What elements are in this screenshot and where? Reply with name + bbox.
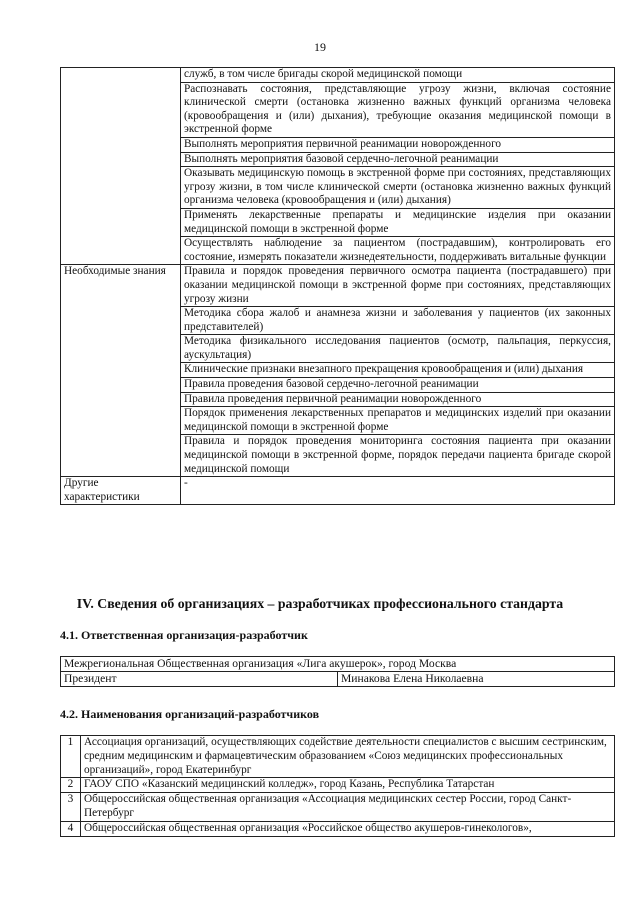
developers-heading: 4.2. Наименования организаций-разработчиков [60,707,320,721]
knowledge-item: Правила проведения первичной реанимации новорожденного [181,392,615,407]
developer-row [61,793,615,822]
skill-item: служб, в том числе бригады скорой медицинской помощи [181,68,615,83]
developer-name: Ассоциация организаций, осуществляющих содействие деятельности специалистов с высшим сестринским, средним медицинским и фармацевтическим образованием «Союз медицинских профессиональных организаций», город Екатеринбург [81,736,615,778]
knowledge-row [61,265,615,307]
knowledge-item: Клинические признаки внезапного прекращения кровообращения и (или) дыхания [181,363,615,378]
responsible-person: Минакова Елена Николаевна [338,672,615,687]
skill-row [61,68,615,83]
knowledge-label: Необходимые знания [61,265,181,477]
section-title: IV. Сведения об организациях – разработчиках профессионального стандарта [76,596,564,611]
developer-number: 3 [61,793,81,822]
developer-number: 1 [61,736,81,778]
developer-row [61,821,615,836]
skill-item: Оказывать медицинскую помощь в экстренной форме при состояниях, представляющих угрозу жизни, в том числе клинической смерти (остановка жизненно важных функций организма человека (кровообращения и (или) дыхания) [181,167,615,209]
other-value: - [181,477,615,505]
knowledge-item: Правила и порядок проведения мониторинга состояния пациента при оказании медицинской помощи в экстренной форме, порядок передачи пациента бригаде скорой медицинской помощи [181,435,615,477]
developer-name: Общероссийская общественная организация «Ассоциация медицинских сестер России, город Санкт-Петербург [81,793,615,822]
other-label: Другие характеристики [61,477,181,505]
other-row [61,477,615,505]
skills-label-cell [61,68,181,265]
developer-name: Общероссийская общественная организация «Российское общество акушеров-гинекологов», [81,821,615,836]
knowledge-item: Правила и порядок проведения первичного осмотра пациента (пострадавшего) при оказании медицинской помощи в экстренной форме при состояниях, представляющих угрозу жизни [181,265,615,307]
responsible-org-heading: 4.1. Ответственная организация-разработчик [60,628,308,642]
skill-item: Осуществлять наблюдение за пациентом (пострадавшим), контролировать его состояние, измерять показатели жизнедеятельности, поддерживать витальные функции [181,237,615,265]
responsible-org-table [60,656,615,687]
responsible-org-name: Межрегиональная Общественная организация «Лига акушерок», город Москва [61,657,615,672]
knowledge-item: Методика сбора жалоб и анамнеза жизни и заболевания у пациентов (их законных представителей) [181,307,615,335]
knowledge-item: Порядок применения лекарственных препаратов и медицинских изделий при оказании медицинской помощи в экстренной форме [181,407,615,435]
responsible-position: Президент [61,672,338,687]
skill-item: Выполнять мероприятия базовой сердечно-легочной реанимации [181,152,615,167]
competency-table [60,67,615,505]
developer-row [61,736,615,778]
page-number: 19 [314,40,326,54]
skill-item: Применять лекарственные препараты и медицинские изделия при оказании медицинской помощи в экстренной форме [181,208,615,236]
developer-number: 4 [61,821,81,836]
knowledge-item: Правила проведения базовой сердечно-легочной реанимации [181,378,615,393]
developer-number: 2 [61,778,81,793]
developers-table [60,735,615,837]
skill-item: Распознавать состояния, представляющие угрозу жизни, включая состояние клинической смерти (остановка жизненно важных функций организма человека (кровообращения и (или) дыхания), требующие оказания медицинской помощи в экстренной форме [181,82,615,137]
skill-item: Выполнять мероприятия первичной реанимации новорожденного [181,137,615,152]
knowledge-item: Методика физикального исследования пациентов (осмотр, пальпация, перкуссия, аускультация) [181,335,615,363]
developer-row [61,778,615,793]
developer-name: ГАОУ СПО «Казанский медицинский колледж», город Казань, Республика Татарстан [81,778,615,793]
